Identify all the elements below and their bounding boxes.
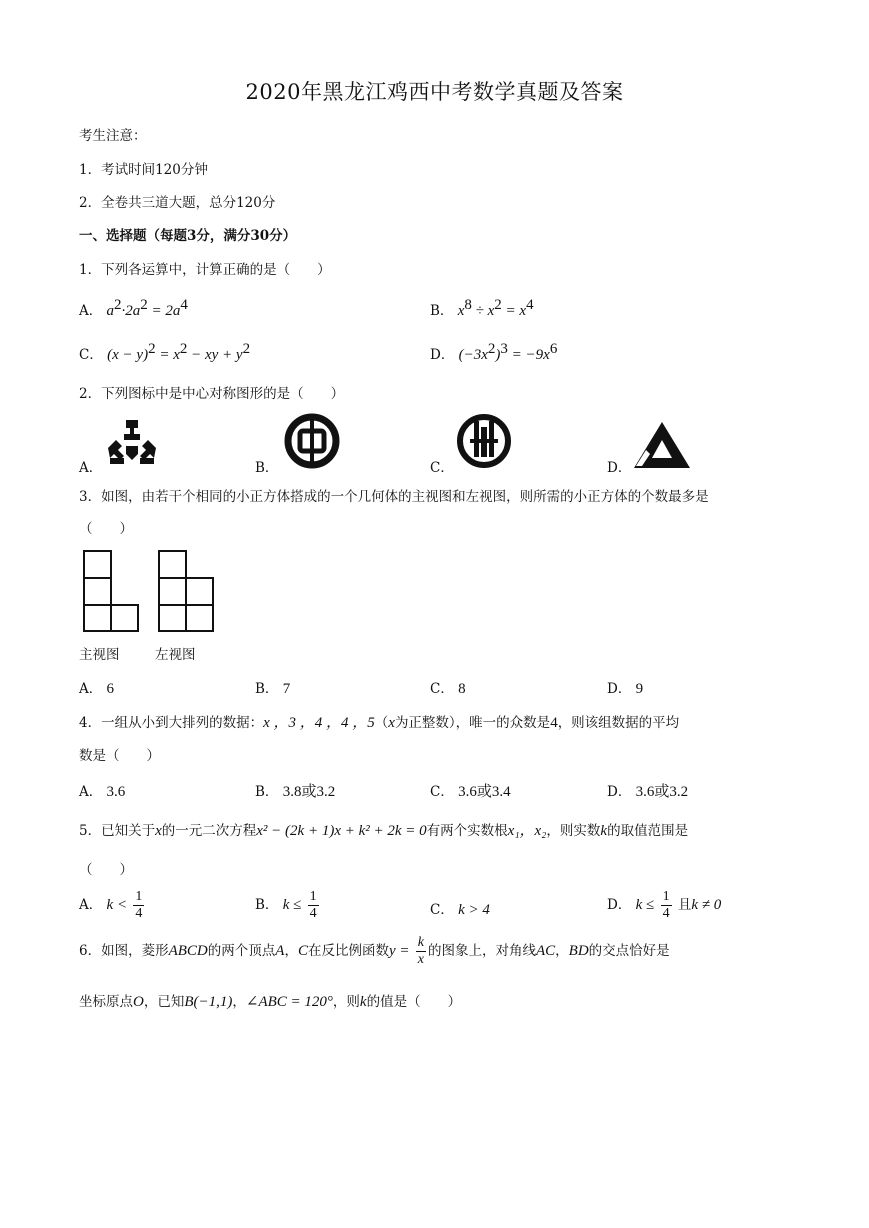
- q2-option-b-label: B．: [255, 460, 279, 476]
- left-view-diagram: [157, 549, 215, 633]
- q4-option-a: A． 3.6: [79, 784, 126, 800]
- question-4-stem-line2: 数是（ ）: [79, 748, 160, 764]
- question-4-stem: 4．一组从小到大排列的数据：x ，3 ，4 ，4 ，5（x为正整数），唯一的众数是4，则该组数据的平均: [79, 715, 680, 731]
- q3-option-b: B． 7: [255, 681, 291, 697]
- q4-option-d: D． 3.6或3.2: [607, 784, 689, 800]
- notice-item: 2．全卷共三道大题，总分120分: [79, 195, 276, 211]
- q3-option-d: D． 9: [607, 681, 644, 697]
- front-view-diagram: [82, 549, 140, 633]
- left-view-caption: 左视图: [155, 647, 196, 663]
- bank-of-china-logo-icon: [284, 413, 340, 469]
- q5-option-a: A． k < $\frac{1}{4}$: [79, 889, 143, 921]
- page-title: 2020年黑龙江鸡西中考数学真题及答案: [245, 80, 624, 104]
- q2-option-d-label: D．: [607, 460, 632, 476]
- q4-option-b: B． 3.8或3.2: [255, 784, 336, 800]
- q5-option-c: C． k > 4: [430, 902, 490, 918]
- question-6-stem: 6．如图，菱形ABCD的两个顶点A，C在反比例函数y = $\frac{k}{x}$ 的图象上，对角线AC，BD的交点恰好是: [79, 935, 670, 967]
- question-3-bracket: （ ）: [79, 521, 133, 537]
- q1-option-c: C． $(x - y)^2 = x^2$ − xy + $y^2$: [79, 341, 251, 363]
- front-view-caption: 主视图: [79, 647, 120, 663]
- q4-option-c: C． 3.6或3.4: [430, 784, 511, 800]
- triangle-logo-icon: [632, 420, 692, 470]
- notice-item: 1．考试时间120分钟: [79, 162, 208, 178]
- q3-option-c: C． 8: [430, 681, 466, 697]
- q1-option-d: D． $(-3x^2)^3 = -9x^6$: [430, 341, 558, 363]
- agricultural-bank-logo-icon: [456, 413, 512, 469]
- notice-heading: 考生注意：: [79, 128, 147, 144]
- q1-option-a: A． $a^2\cdot 2a^2 = 2a^4$: [79, 297, 188, 319]
- question-6-stem-line2: 坐标原点O，已知B(−1,1)，∠ABC = 120°，则k的值是（ ）: [79, 994, 462, 1010]
- q5-option-d: D． k ≤ $\frac{1}{4}$ 且k ≠ 0: [607, 889, 722, 921]
- triple-coin-logo-icon: [104, 418, 160, 468]
- q3-option-a: A． 6: [79, 681, 115, 697]
- q2-option-a-label: A．: [79, 460, 103, 476]
- question-5-stem: 5．已知关于x的一元二次方程x² − (2k + 1)x + k² + 2k = 0有两个实数根x₁，x₂，则实数k的取值范围是: [79, 823, 689, 839]
- question-2-stem: 2．下列图标中是中心对称图形的是（ ）: [79, 386, 345, 402]
- question-1-stem: 1．下列各运算中，计算正确的是（ ）: [79, 262, 331, 278]
- q2-option-c-label: C．: [430, 460, 454, 476]
- section-heading: 一、选择题（每题3分，满分30分）: [79, 228, 297, 244]
- question-5-bracket: （ ）: [79, 862, 133, 878]
- question-3-stem: 3．如图，由若干个相同的小正方体搭成的一个几何体的主视图和左视图，则所需的小正方体的个数最多是: [79, 489, 709, 505]
- q5-option-b: B． k ≤ $\frac{1}{4}$: [255, 889, 317, 921]
- q1-option-b: B． $x^8 \div x^2 = x^4$: [430, 297, 534, 319]
